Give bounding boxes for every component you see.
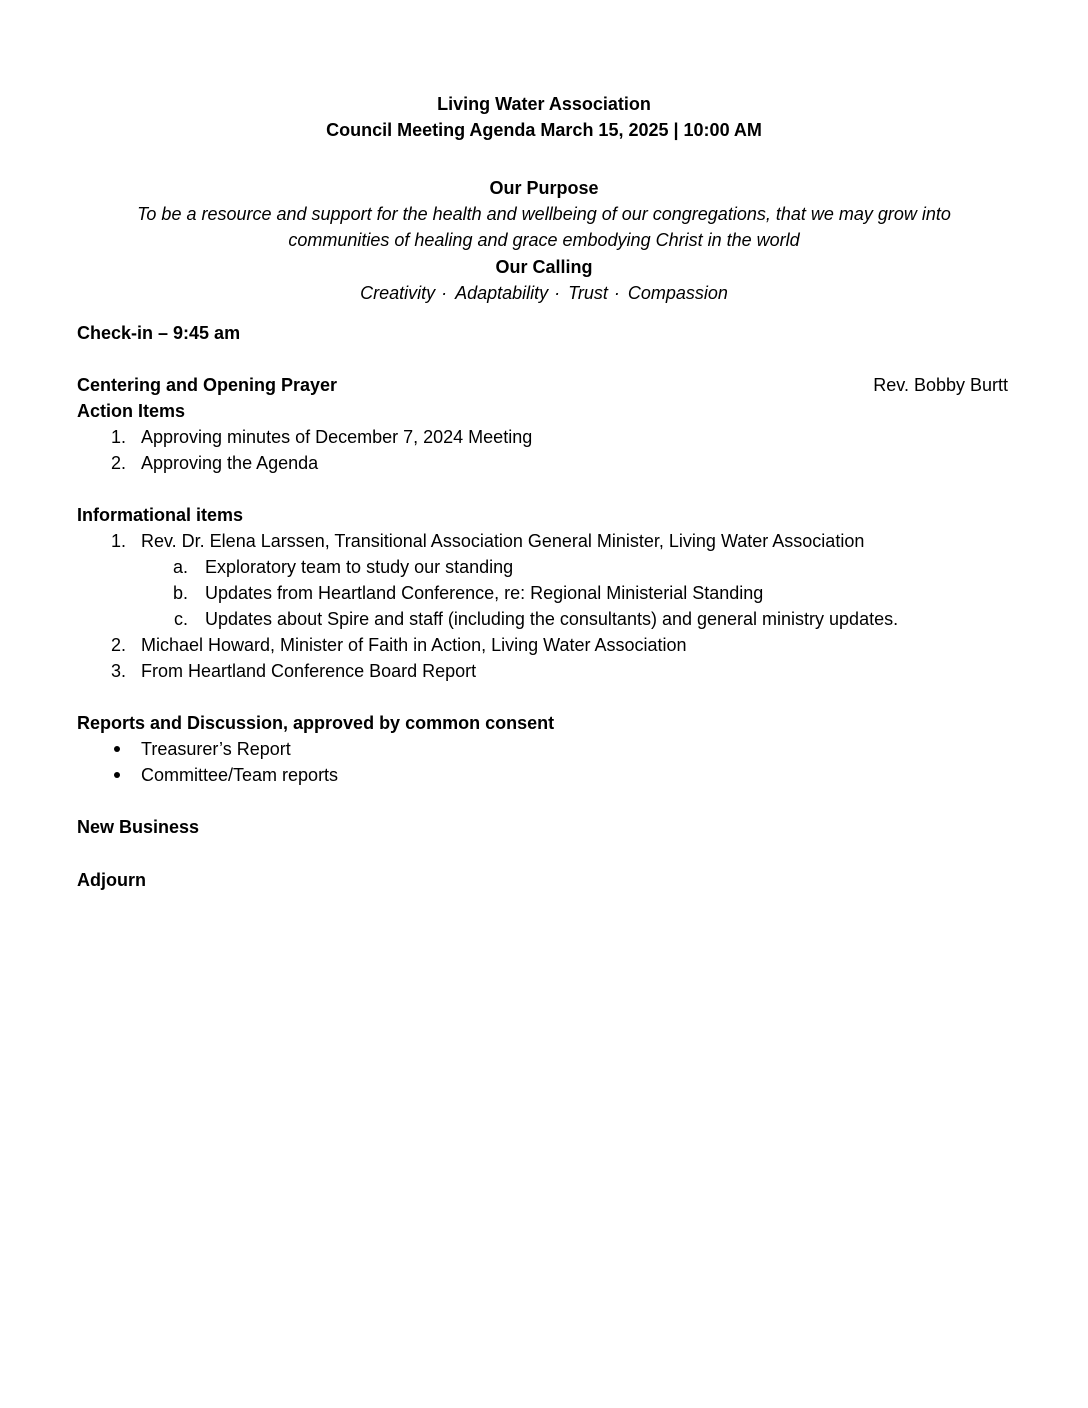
sublist-marker: b. xyxy=(172,583,188,603)
sublist-marker: a. xyxy=(172,557,188,577)
purpose-text-line-1: To be a resource and support for the health and wellbeing of our congregations, that we may grow into xyxy=(137,204,951,224)
list-item: Michael Howard, Minister of Faith in Action, Living Water Association xyxy=(141,635,687,655)
reports-heading: Reports and Discussion, approved by common consent xyxy=(77,713,555,733)
list-item: Rev. Dr. Elena Larssen, Transitional Association General Minister, Living Water Association xyxy=(141,531,865,551)
bullet-icon xyxy=(114,772,120,778)
list-item: Committee/Team reports xyxy=(141,765,339,785)
list-marker: 2. xyxy=(110,453,126,473)
informational-heading: Informational items xyxy=(77,505,244,525)
org-name: Living Water Association xyxy=(437,94,651,114)
checkin-heading: Check-in – 9:45 am xyxy=(77,323,241,343)
sublist-marker: c. xyxy=(173,609,188,629)
list-marker: 1. xyxy=(110,531,126,551)
list-marker: 2. xyxy=(110,635,126,655)
sublist-item: Updates from Heartland Conference, re: Regional Ministerial Standing xyxy=(205,583,764,603)
calling-value: Adaptability xyxy=(455,283,549,303)
calling-heading: Our Calling xyxy=(495,257,593,277)
centering-heading: Centering and Opening Prayer xyxy=(77,375,338,395)
adjourn-heading: Adjourn xyxy=(77,870,146,890)
purpose-text-line-2: communities of healing and grace embodying Christ in the world xyxy=(288,230,800,250)
sublist-item: Exploratory team to study our standing xyxy=(205,557,514,577)
purpose-heading: Our Purpose xyxy=(489,178,599,198)
meeting-title: Council Meeting Agenda March 15, 2025 | 10:00 AM xyxy=(326,120,762,140)
list-marker: 1. xyxy=(110,427,126,447)
bullet-icon xyxy=(114,746,120,752)
calling-separator: · xyxy=(613,283,620,303)
action-items-heading: Action Items xyxy=(77,401,186,421)
list-item: Approving the Agenda xyxy=(141,453,319,473)
list-item: Treasurer’s Report xyxy=(141,739,291,759)
sublist-item: Updates about Spire and staff (including the consultants) and general ministry updates. xyxy=(205,609,899,629)
calling-value: Compassion xyxy=(627,283,728,303)
calling-separator: · xyxy=(554,283,561,303)
list-item: Approving minutes of December 7, 2024 Meeting xyxy=(141,427,533,447)
calling-value: Creativity xyxy=(360,283,436,303)
list-marker: 3. xyxy=(110,661,126,681)
list-item: From Heartland Conference Board Report xyxy=(141,661,477,681)
new-business-heading: New Business xyxy=(77,817,200,837)
prayer-leader: Rev. Bobby Burtt xyxy=(873,375,1008,395)
calling-separator: · xyxy=(441,283,448,303)
calling-values xyxy=(60,280,1028,306)
calling-value: Trust xyxy=(568,283,608,303)
